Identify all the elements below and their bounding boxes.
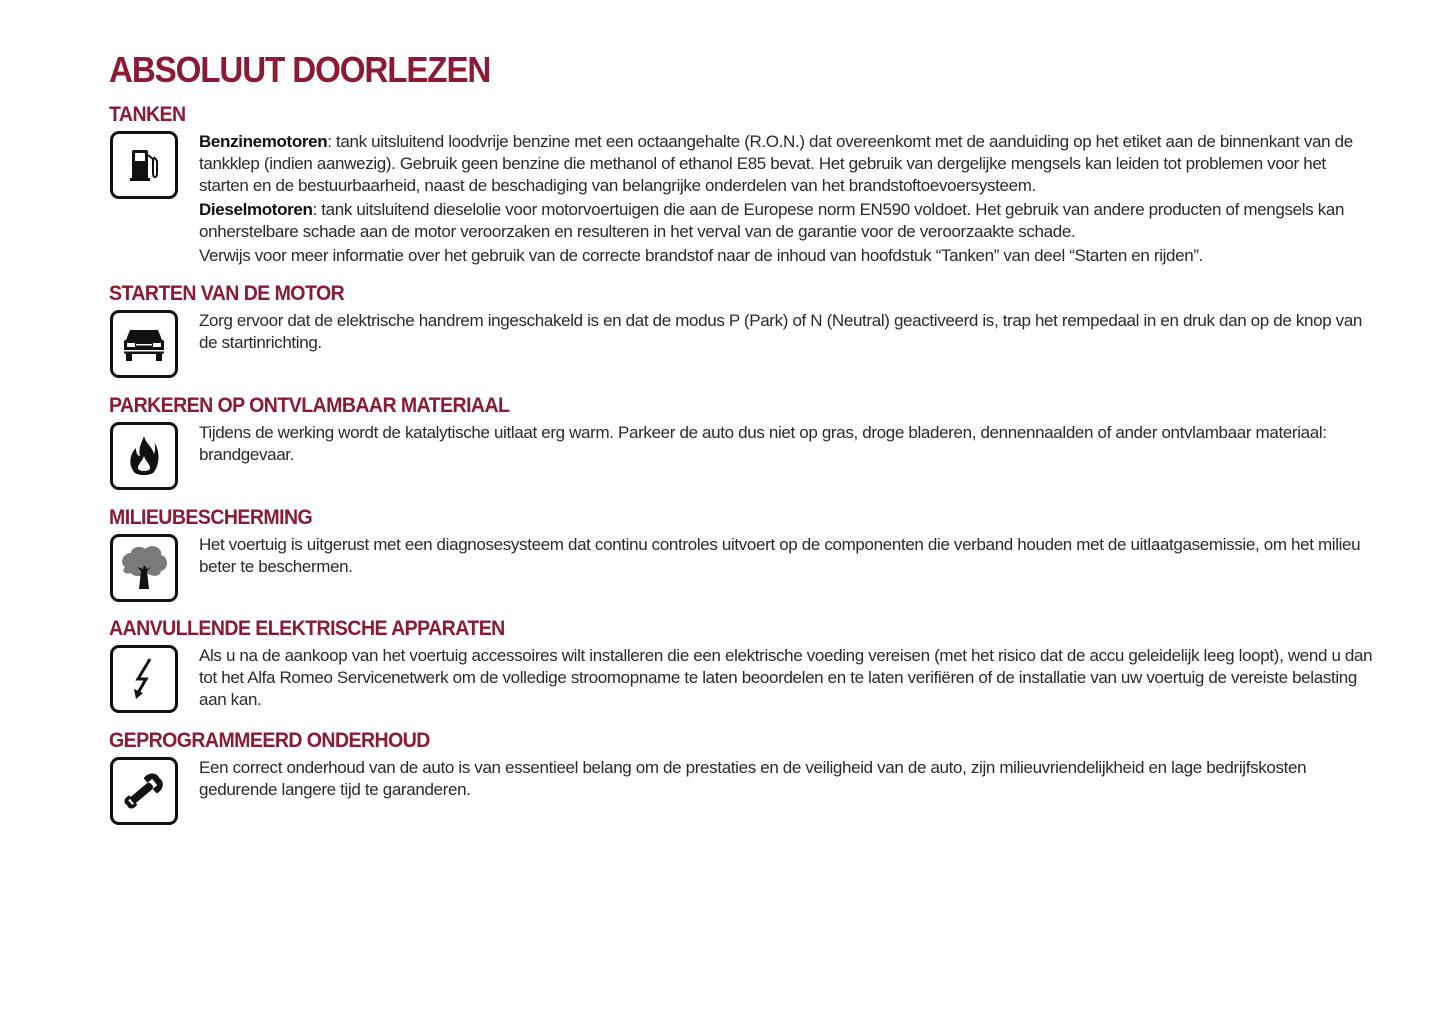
paragraph-petrol	[199, 131, 1379, 197]
section-aanvullende-elektrische-apparaten	[109, 617, 1379, 711]
section-title: AANVULLENDE ELEKTRISCHE APPARATEN	[109, 617, 505, 640]
paragraph	[199, 534, 1379, 578]
paragraph-text: Tijdens de werking wordt de katalytische uitlaat erg warm. Parkeer de auto dus niet op gras, droge bladeren, dennennaalden of ander ontvlambaar materiaal: brandgevaar.	[199, 423, 1327, 464]
section-text	[199, 310, 1379, 354]
section-title: TANKEN	[109, 103, 186, 126]
lead-term: Dieselmotoren	[199, 200, 313, 219]
section-text	[199, 131, 1379, 267]
section-body	[109, 645, 1379, 711]
paragraph-text: Zorg ervoor dat de elektrische handrem ingeschakeld is en dat de modus P (Park) of N (Neutral) geactiveerd is, trap het rempedaal in en druk dan op de knop van de startinrichting.	[199, 311, 1363, 352]
paragraph-text: : tank uitsluitend dieselolie voor motorvoertuigen die aan de Europese norm EN590 voldoet. Het gebruik van andere producten of mengsels kan onherstelbare schade aan de motor veroorzaken en resulteren in het verval van de garantie voor de veroorzaakte schade.	[199, 200, 1345, 241]
section-text	[199, 645, 1379, 711]
paragraph-reference	[199, 245, 1379, 267]
paragraph	[199, 757, 1379, 801]
document-page	[109, 48, 1379, 92]
paragraph-text: : tank uitsluitend loodvrije benzine met een octaangehalte (R.O.N.) dat overeenkomt met de aanduiding op het etiket aan de binnenkant van de tankklep (indien aanwezig). Gebruik geen benzine die methanol of ethanol E85 bevat. Het gebruik van dergelijke mengsels kan leiden tot problemen voor het starten en de bestuurbaarheid, naast de beschadiging van belangrijke onderdelen van het brandstoftoevoersysteem.	[199, 132, 1353, 195]
wrench-icon	[110, 757, 178, 825]
lead-term: Benzinemotoren	[199, 132, 328, 151]
fuel-pump-icon	[110, 131, 178, 199]
section-title: STARTEN VAN DE MOTOR	[109, 282, 345, 305]
paragraph	[199, 645, 1379, 711]
section-body	[109, 422, 1379, 466]
car-front-icon	[110, 310, 178, 378]
paragraph	[199, 422, 1379, 466]
section-text	[199, 422, 1379, 466]
section-title: MILIEUBESCHERMING	[109, 506, 313, 529]
page-title: ABSOLUUT DOORLEZEN	[109, 49, 491, 90]
flame-icon	[110, 422, 178, 490]
section-starten-van-de-motor	[109, 282, 1379, 354]
section-body	[109, 534, 1379, 578]
section-geprogrammeerd-onderhoud	[109, 729, 1379, 801]
paragraph-diesel	[199, 199, 1379, 243]
paragraph	[199, 310, 1379, 354]
section-parkeren-op-ontvlambaar-materiaal	[109, 394, 1379, 466]
tree-icon	[110, 534, 178, 602]
paragraph-text: Het voertuig is uitgerust met een diagnosesysteem dat continu controles uitvoert op de componenten die verband houden met de uitlaatgasemissie, om het milieu beter te beschermen.	[199, 535, 1361, 576]
section-tanken	[109, 103, 1379, 267]
paragraph-text: Verwijs voor meer informatie over het gebruik van de correcte brandstof naar de inhoud van hoofdstuk “Tanken” van deel “Starten en rijden”.	[199, 246, 1204, 265]
paragraph-text: Als u na de aankoop van het voertuig accessoires wilt installeren die een elektrische voeding vereisen (met het risico dat de accu geleidelijk leeg loopt), wend u dan tot het Alfa Romeo Servicenetwerk om de volledige stroomopname te laten beoordelen en te laten verifiëren of de installatie van uw voertuig de vereiste belasting aan kan.	[199, 646, 1373, 709]
lightning-bolt-icon	[110, 645, 178, 713]
paragraph-text: Een correct onderhoud van de auto is van essentieel belang om de prestaties en de veiligheid van de auto, zijn milieuvriendelijkheid en lage bedrijfskosten gedurende langere tijd te garanderen.	[199, 758, 1307, 799]
section-text	[199, 534, 1379, 578]
section-text	[199, 757, 1379, 801]
section-title: PARKEREN OP ONTVLAMBAAR MATERIAAL	[109, 394, 510, 417]
section-body	[109, 310, 1379, 354]
section-milieubescherming	[109, 506, 1379, 578]
section-body	[109, 757, 1379, 801]
section-body	[109, 131, 1379, 267]
section-title: GEPROGRAMMEERD ONDERHOUD	[109, 729, 430, 752]
